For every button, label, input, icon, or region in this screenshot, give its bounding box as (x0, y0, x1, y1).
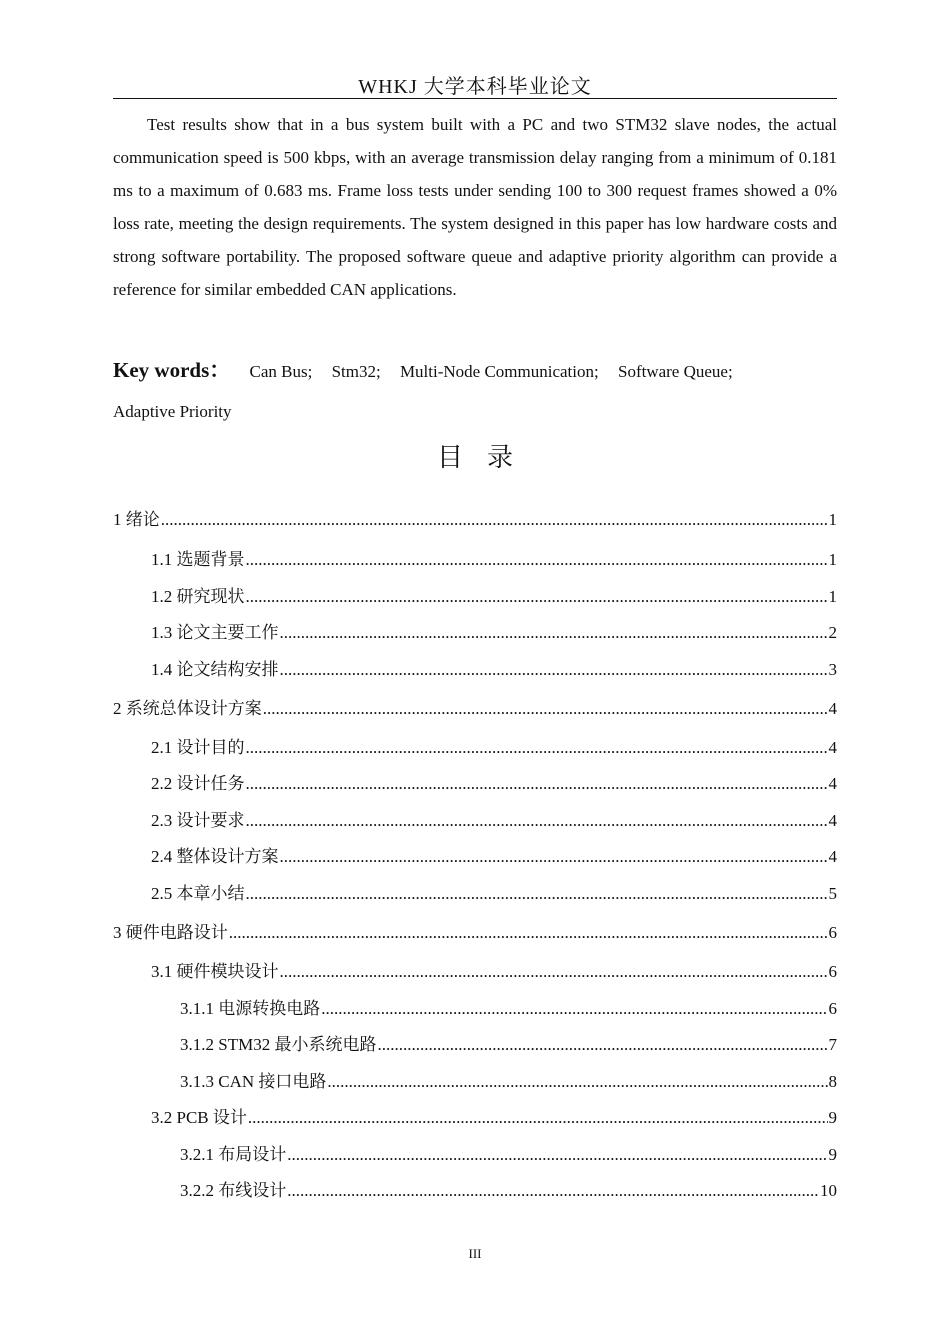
toc-entry-page: 4 (828, 738, 837, 757)
keyword-item: Can Bus; (249, 362, 313, 381)
toc-entry-title: 1 绪论 (113, 510, 160, 529)
toc-entry-title: 3.2.2 布线设计 (180, 1181, 287, 1200)
toc-entry[interactable] (180, 1139, 837, 1171)
toc-dot-leader (327, 1066, 827, 1098)
toc-entry[interactable] (180, 1066, 837, 1098)
toc-entry-page: 9 (828, 1108, 837, 1127)
toc-entry-page: 1 (828, 550, 837, 569)
keywords-line (113, 352, 837, 388)
toc-entry-title: 1.3 论文主要工作 (151, 623, 279, 642)
toc-entry-title: 2 系统总体设计方案 (113, 699, 262, 718)
abstract-paragraph: Test results show that in a bus system built with a PC and two STM32 slave nodes, the actual communication speed is 500 kbps, with an average transmission delay ranging from a minimum of 0.181 ms to a maximum of 0.683 ms. Frame loss tests under sending 100 to 300 request frames showed a 0% loss rate, meeting the design requirements. The system designed in this paper has low hardware costs and strong software portability. The proposed software queue and adaptive priority algorithm can provide a reference for similar embedded CAN applications. (113, 115, 837, 299)
toc-entry[interactable] (180, 1175, 837, 1207)
toc-entry-page: 4 (828, 811, 837, 830)
toc-entry[interactable] (151, 805, 837, 837)
toc-entry-title: 3.2 PCB 设计 (151, 1108, 247, 1127)
toc-entry-title: 3.1.1 电源转换电路 (180, 999, 321, 1018)
keyword-item: Stm32; (331, 362, 381, 381)
toc-entry-title: 3.1.2 STM32 最小系统电路 (180, 1035, 377, 1054)
toc-entry-page: 8 (828, 1072, 837, 1091)
toc-entry[interactable] (151, 732, 837, 764)
running-header: WHKJ 大学本科毕业论文 (358, 76, 592, 98)
toc-entry[interactable] (180, 1029, 837, 1061)
toc-dot-leader (246, 544, 828, 576)
toc-dot-leader (246, 878, 828, 910)
toc-entry-title: 3.2.1 布局设计 (180, 1145, 287, 1164)
toc-entry-title: 1.4 论文结构安排 (151, 660, 279, 679)
toc-dot-leader (248, 1102, 828, 1134)
toc-entry-page: 2 (828, 623, 837, 642)
toc-dot-leader (287, 1175, 819, 1207)
toc-entry-page: 10 (820, 1181, 837, 1200)
toc-entry[interactable] (151, 617, 837, 649)
toc-entry-title: 3 硬件电路设计 (113, 923, 228, 942)
keyword-item: Software Queue; (617, 362, 733, 381)
toc-entry-title: 2.5 本章小结 (151, 884, 245, 903)
toc-entry[interactable] (151, 581, 837, 613)
toc-dot-leader (246, 581, 828, 613)
toc-title: 目录 (436, 443, 537, 473)
toc-dot-leader (321, 993, 827, 1025)
toc-entry-page: 6 (828, 962, 837, 981)
toc-entry-title: 2.2 设计任务 (151, 774, 245, 793)
toc-entry[interactable] (151, 841, 837, 873)
toc-entry[interactable] (113, 504, 837, 536)
toc-entry-page: 4 (828, 774, 837, 793)
toc-entry-page: 4 (828, 847, 837, 866)
page-number: III (468, 1246, 482, 1261)
toc-entry-page: 4 (828, 699, 837, 718)
toc-entry[interactable] (151, 544, 837, 576)
toc-entry[interactable] (151, 1102, 837, 1134)
toc-entry-title: 1.1 选题背景 (151, 550, 245, 569)
toc-dot-leader (246, 732, 828, 764)
keywords-line-2 (113, 397, 232, 427)
toc-dot-leader (263, 693, 828, 725)
toc-entry-title: 2.4 整体设计方案 (151, 847, 279, 866)
toc-entry-page: 7 (828, 1035, 837, 1054)
toc-entry-page: 9 (828, 1145, 837, 1164)
toc-entry-page: 1 (828, 510, 837, 529)
toc-entry-title: 2.1 设计目的 (151, 738, 245, 757)
keywords-block (113, 352, 837, 421)
toc-entry-title: 3.1.3 CAN 接口电路 (180, 1072, 327, 1091)
toc-entry[interactable] (113, 693, 837, 725)
keywords-label: Key words： (113, 358, 231, 382)
keyword-item: Multi-Node Communication; (399, 362, 599, 381)
toc-entry[interactable] (151, 878, 837, 910)
toc-entry-page: 6 (828, 999, 837, 1018)
toc-dot-leader (377, 1029, 827, 1061)
toc-dot-leader (246, 768, 828, 800)
toc-entry-title: 3.1 硬件模块设计 (151, 962, 279, 981)
toc-dot-leader (280, 654, 828, 686)
toc-dot-leader (229, 917, 828, 949)
header-rule (113, 98, 837, 99)
toc-entry-page: 5 (828, 884, 837, 903)
toc-entry[interactable] (151, 956, 837, 988)
keyword-item: Adaptive Priority (113, 402, 232, 421)
toc-dot-leader (280, 956, 828, 988)
toc-entry-title: 1.2 研究现状 (151, 587, 245, 606)
toc-entry-page: 1 (828, 587, 837, 606)
toc-dot-leader (287, 1139, 827, 1171)
toc-entry[interactable] (151, 768, 837, 800)
toc-entry-page: 3 (828, 660, 837, 679)
toc-entry[interactable] (180, 993, 837, 1025)
toc-dot-leader (280, 841, 828, 873)
toc-dot-leader (280, 617, 828, 649)
toc-entry[interactable] (113, 917, 837, 949)
toc-dot-leader (246, 805, 828, 837)
toc-dot-leader (161, 504, 828, 536)
toc-entry-title: 2.3 设计要求 (151, 811, 245, 830)
toc-entry[interactable] (151, 654, 837, 686)
toc-entry-page: 6 (828, 923, 837, 942)
